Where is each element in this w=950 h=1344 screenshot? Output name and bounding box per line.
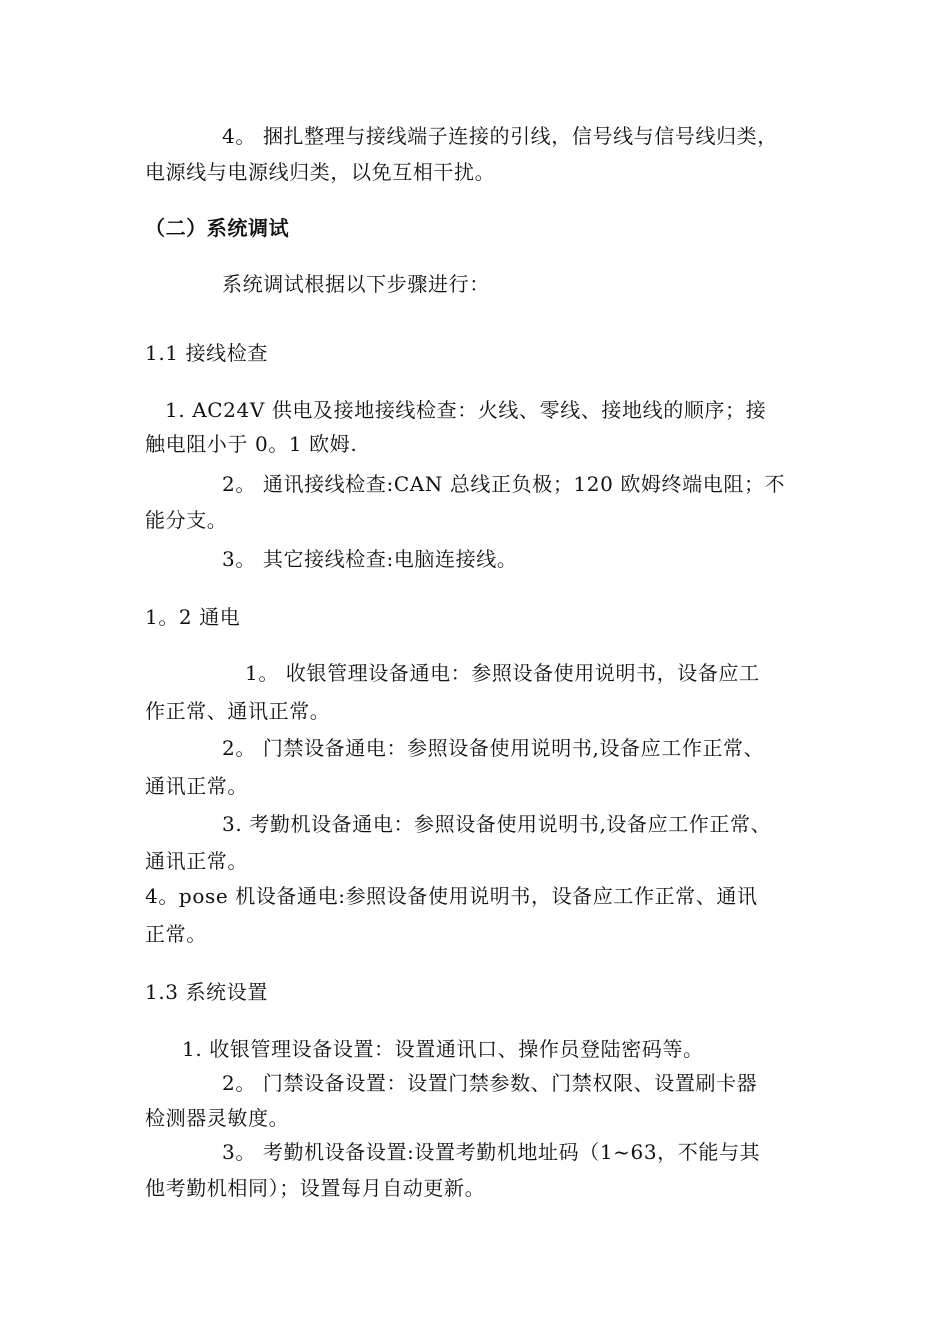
subheading-1-2: 1。2 通电	[145, 605, 241, 629]
list-item-line: 2。 门禁设备设置：设置门禁参数、门禁权限、设置刷卡器	[222, 1071, 758, 1095]
list-item-line: 作正常、通讯正常。	[145, 699, 331, 723]
list-item-line: 4。pose 机设备通电:参照设备使用说明书，设备应工作正常、通讯	[145, 884, 758, 908]
paragraph-line: 4。 捆扎整理与接线端子连接的引线，信号线与信号线归类，	[222, 124, 778, 148]
list-item-line: 3。 其它接线检查:电脑连接线。	[222, 547, 518, 571]
list-item-line: 通讯正常。	[145, 774, 248, 798]
list-item-line: 他考勤机相同）；设置每月自动更新。	[145, 1176, 486, 1200]
subheading-1-3: 1.3 系统设置	[145, 980, 268, 1004]
list-item-line: 能分支。	[145, 508, 228, 532]
list-item-line: 触电阻小于 0。1 欧姆.	[145, 432, 358, 456]
list-item-line: 1. AC24V 供电及接地接线检查：火线、零线、接地线的顺序；接	[165, 398, 767, 422]
subheading-1-1: 1.1 接线检查	[145, 341, 268, 365]
list-item-line: 3。 考勤机设备设置:设置考勤机地址码（1~63，不能与其	[222, 1140, 761, 1164]
list-item-line: 通讯正常。	[145, 849, 248, 873]
list-item-line: 3. 考勤机设备通电：参照设备使用说明书,设备应工作正常、	[222, 812, 772, 836]
list-item-line: 检测器灵敏度。	[145, 1106, 290, 1130]
intro-text: 系统调试根据以下步骤进行：	[222, 272, 490, 296]
list-item-line: 1。 收银管理设备通电：参照设备使用说明书，设备应工	[245, 661, 760, 685]
list-item-line: 2。 门禁设备通电：参照设备使用说明书,设备应工作正常、	[222, 736, 765, 760]
list-item-line: 正常。	[145, 922, 207, 946]
paragraph-line: 电源线与电源线归类，以免互相干扰。	[145, 160, 496, 184]
section-heading: （二）系统调试	[145, 216, 290, 240]
list-item-line: 1. 收银管理设备设置：设置通讯口、操作员登陆密码等。	[182, 1037, 704, 1061]
list-item-line: 2。 通讯接线检查:CAN 总线正负极；120 欧姆终端电阻；不	[222, 472, 786, 496]
